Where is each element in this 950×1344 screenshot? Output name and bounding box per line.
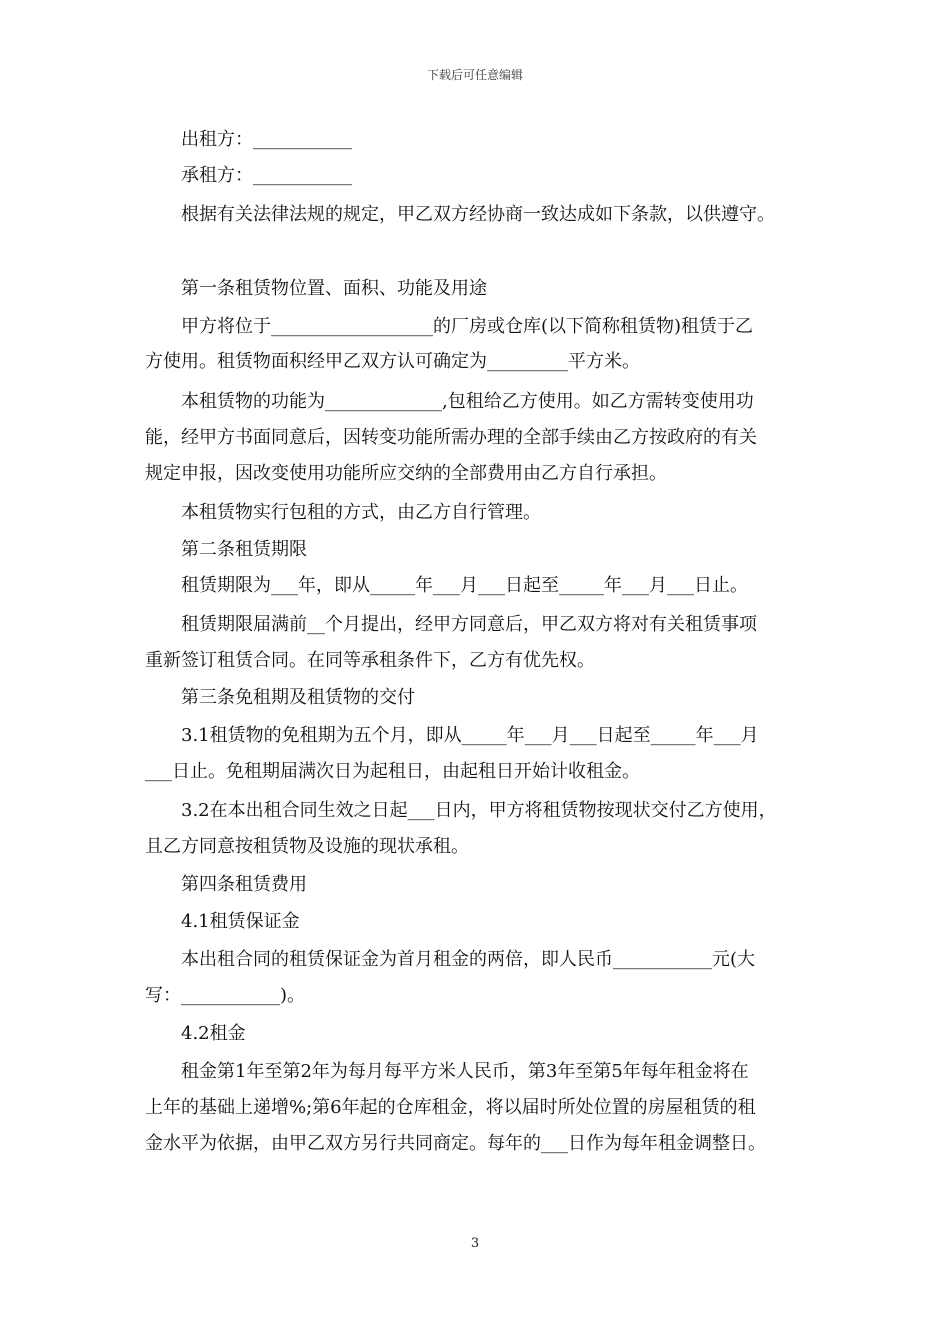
paragraph-line: 本出租合同的租赁保证金为首月租金的两倍，即人民币___________元(大 xyxy=(181,949,756,970)
article-1-heading: 第一条租赁物位置、面积、功能及用途 xyxy=(181,278,487,299)
page-number: 3 xyxy=(470,1236,480,1251)
page-header: 下载后可任意编辑 xyxy=(426,68,523,82)
preamble-text: 根据有关法律法规的规定，甲乙双方经协商一致达成如下条款，以供遵守。 xyxy=(181,204,775,225)
article-3-heading: 第三条免租期及租赁物的交付 xyxy=(181,687,415,708)
lessor-line: 出租方：___________ xyxy=(181,129,352,150)
paragraph-line: 规定申报，因改变使用功能所应交纳的全部费用由乙方自行承担。 xyxy=(145,463,667,484)
paragraph-line: 租金第1年至第2年为每月每平方米人民币，第3年至第5年每年租金将在 xyxy=(181,1061,749,1082)
paragraph-line: 本租赁物实行包租的方式，由乙方自行管理。 xyxy=(181,502,541,523)
paragraph-line: 能，经甲方书面同意后，因转变功能所需办理的全部手续由乙方按政府的有关 xyxy=(145,427,757,448)
paragraph-line: 且乙方同意按租赁物及设施的现状承租。 xyxy=(145,836,469,857)
section-heading: 4.2租金 xyxy=(181,1023,246,1044)
article-2-heading: 第二条租赁期限 xyxy=(181,539,307,560)
article-4-heading: 第四条租赁费用 xyxy=(181,874,307,895)
paragraph-line: 甲方将位于__________________的厂房或仓库(以下简称租赁物)租赁于乙 xyxy=(181,316,754,337)
paragraph-line: 本租赁物的功能为_____________,包租给乙方使用。如乙方需转变使用功 xyxy=(181,391,754,412)
paragraph-line: ___日止。免租期届满次日为起租日，由起租日开始计收租金。 xyxy=(145,761,640,782)
paragraph-line: 上年的基础上递增%;第6年起的仓库租金，将以届时所处位置的房屋租赁的租 xyxy=(145,1097,756,1118)
section-heading: 4.1租赁保证金 xyxy=(181,911,300,932)
paragraph-line: 3.2在本出租合同生效之日起___日内，甲方将租赁物按现状交付乙方使用， xyxy=(181,800,777,821)
paragraph-line: 3.1租赁物的免租期为五个月，即从_____年___月___日起至_____年___月 xyxy=(181,725,759,746)
paragraph-line: 方使用。租赁物面积经甲乙双方认可确定为_________平方米。 xyxy=(145,351,640,372)
lessee-line: 承租方：___________ xyxy=(181,165,352,186)
paragraph-line: 金水平为依据，由甲乙双方另行共同商定。每年的___日作为每年租金调整日。 xyxy=(145,1133,766,1154)
paragraph-line: 租赁期限届满前__个月提出，经甲方同意后，甲乙双方将对有关租赁事项 xyxy=(181,614,757,635)
paragraph-line: 重新签订租赁合同。在同等承租条件下，乙方有优先权。 xyxy=(145,650,595,671)
paragraph-line: 写：___________)。 xyxy=(145,985,306,1006)
paragraph-line: 租赁期限为___年，即从_____年___月___日起至_____年___月___日止。 xyxy=(181,575,748,596)
